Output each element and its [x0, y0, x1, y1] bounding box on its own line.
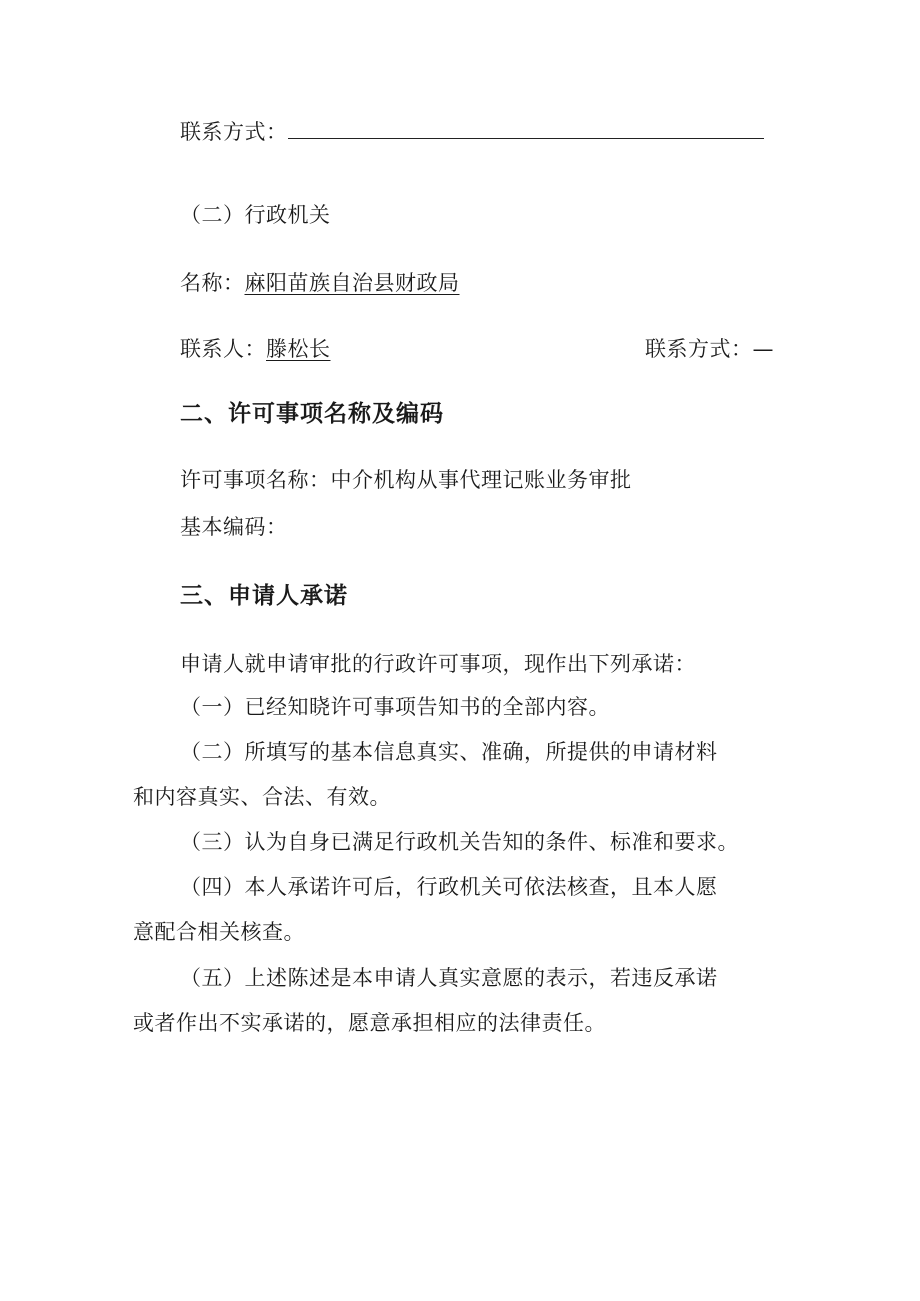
contact-method-value: —	[752, 337, 774, 361]
permit-item-name: 许可事项名称：中介机构从事代理记账业务审批	[180, 468, 632, 492]
commitment-item-1: （一）已经知晓许可事项告知书的全部内容。	[180, 695, 610, 719]
agency-name-value: 麻阳苗族自治县财政局	[244, 271, 460, 295]
commitment-item-5-line-1: （五）上述陈述是本申请人真实意愿的表示，若违反承诺	[180, 966, 718, 990]
agency-contact-line	[180, 335, 880, 363]
commitment-item-2-line-2: 和内容真实、合法、有效。	[133, 785, 391, 809]
agency-name-line	[180, 269, 460, 297]
applicant-contact-line	[180, 118, 764, 146]
commitment-item-3: （三）认为自身已满足行政机关告知的条件、标准和要求。	[180, 830, 739, 854]
agency-name-label: 名称：	[180, 271, 245, 295]
blank-fill-line	[288, 120, 764, 139]
agency-subheading: （二）行政机关	[180, 203, 331, 227]
commitment-intro: 申请人就申请审批的行政许可事项，现作出下列承诺：	[180, 652, 696, 676]
applicant-contact-label: 联系方式：	[180, 120, 288, 144]
commitment-item-4-line-1: （四）本人承诺许可后，行政机关可依法核查，且本人愿	[180, 875, 718, 899]
section-two-heading: 二、许可事项名称及编码	[180, 401, 444, 427]
contact-person-value: 滕松长	[266, 337, 331, 361]
contact-method-label: 联系方式：	[645, 337, 753, 361]
section-three-heading: 三、申请人承诺	[180, 583, 348, 609]
agency-contact-method	[645, 335, 774, 363]
basic-code-label: 基本编码：	[180, 515, 288, 539]
contact-person-label: 联系人：	[180, 337, 266, 361]
commitment-item-4-line-2: 意配合相关核查。	[133, 920, 305, 944]
commitment-item-2-line-1: （二）所填写的基本信息真实、准确，所提供的申请材料	[180, 740, 718, 764]
commitment-item-5-line-2: 或者作出不实承诺的，愿意承担相应的法律责任。	[133, 1011, 606, 1035]
